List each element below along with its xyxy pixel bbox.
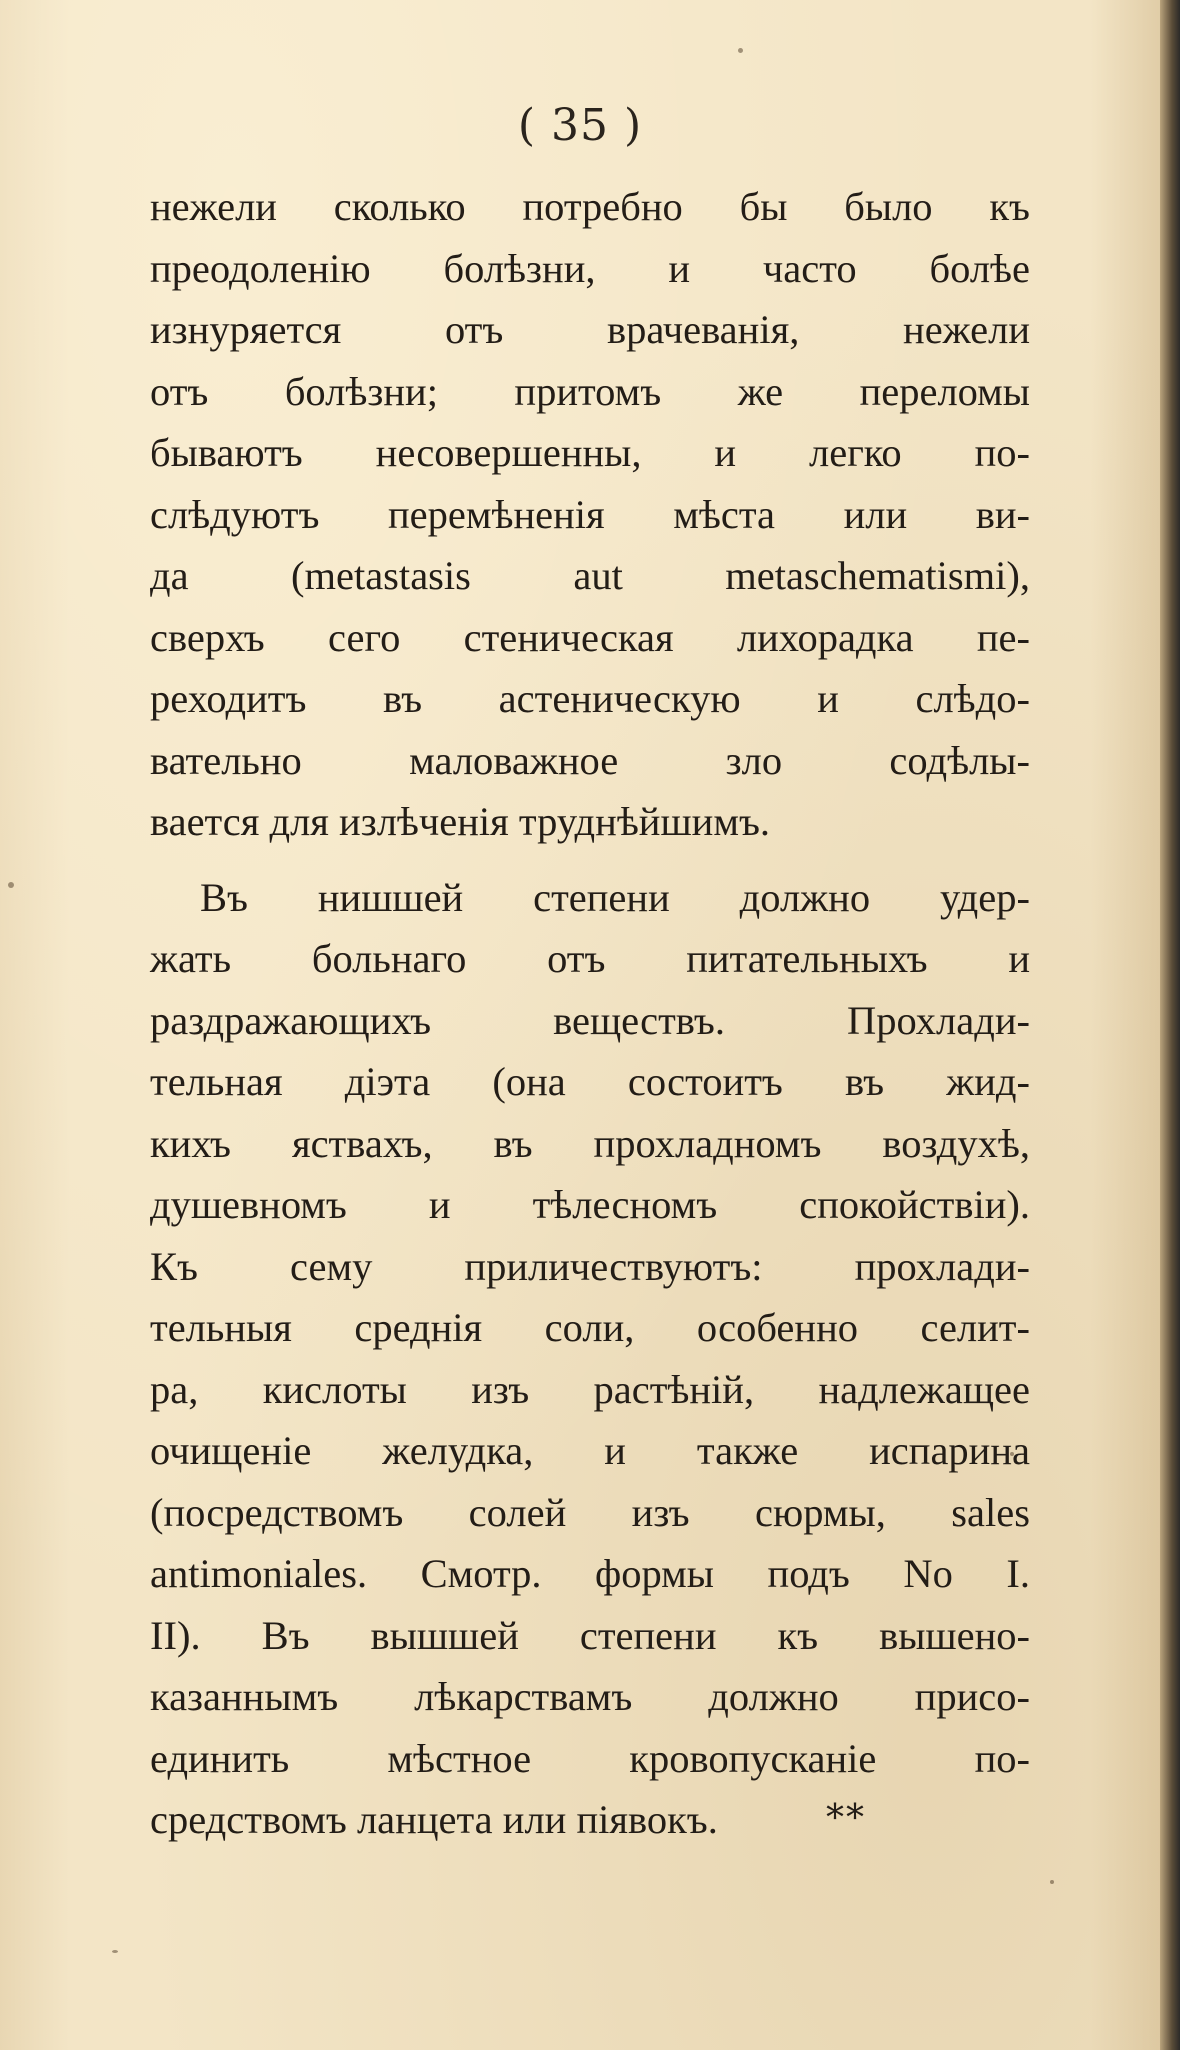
body-text — [150, 176, 1030, 1851]
text-line: вается для излѣченія труднѣйшимъ. — [150, 799, 771, 844]
text-line: очищеніе желудка, и также испарина — [150, 1428, 1030, 1473]
paper-speck — [1050, 1880, 1054, 1884]
text-line: тельныя среднія соли, особенно селит- — [150, 1305, 1030, 1350]
text-line: средствомъ ланцета или піявокъ. — [150, 1797, 718, 1842]
text-line: кихъ яствахъ, въ прохладномъ воздухѣ, — [150, 1120, 1030, 1166]
text-line: тельная діэта (она состоитъ въ жид- — [150, 1059, 1030, 1104]
text-line: ра, кислоты изъ растѣній, надлежащее — [150, 1366, 1030, 1412]
text-line: да (metastasis aut metaschematismi), — [150, 553, 1030, 598]
text-line: изнуряется отъ врачеванія, нежели — [150, 307, 1030, 352]
text-line: Въ нишшей степени должно удер- — [200, 874, 1030, 920]
text-line: бываютъ несовершенны, и легко по- — [150, 430, 1030, 475]
paper-speck — [8, 882, 14, 888]
paper-speck — [738, 48, 743, 53]
paper-speck — [112, 1950, 118, 1953]
paper-speck — [1010, 1452, 1014, 1456]
text-line: отъ болѣзни; притомъ же переломы — [150, 368, 1030, 414]
paragraph-gap — [150, 853, 1030, 867]
text-line: antimoniales. Смотр. формы подъ No I. — [150, 1551, 1030, 1596]
text-line: реходитъ въ астеническую и слѣдо- — [150, 676, 1030, 721]
text-line: казаннымъ лѣкарствамъ должно присо- — [150, 1674, 1030, 1719]
text-line: сверхъ сего стеническая лихорадка пе- — [150, 614, 1030, 660]
text-line: раздражающихъ веществъ. Прохлади- — [150, 997, 1030, 1043]
text-line: нежели сколько потребно бы было къ — [150, 184, 1030, 229]
text-line: слѣдуютъ перемѣненія мѣста или ви- — [150, 491, 1030, 537]
text-line: душевномъ и тѣлесномъ спокойствіи). — [150, 1182, 1030, 1227]
text-line: II). Въ вышшей степени къ вышено- — [150, 1612, 1030, 1658]
signature-mark: ** — [826, 1798, 866, 1839]
page-number: ( 35 ) — [517, 100, 643, 151]
text-line: преодоленію болѣзни, и часто болѣе — [150, 245, 1030, 291]
text-line: единить мѣстное кровопусканіе по- — [150, 1735, 1030, 1781]
page-edge — [1160, 0, 1180, 2050]
text-line: вательно маловажное зло содѣлы- — [150, 737, 1030, 783]
text-line: Къ сему приличествуютъ: прохлади- — [150, 1243, 1030, 1289]
text-line: жать больнаго отъ питательныхъ и — [150, 936, 1030, 981]
text-line: (посредствомъ солей изъ сюрмы, sales — [150, 1489, 1030, 1535]
